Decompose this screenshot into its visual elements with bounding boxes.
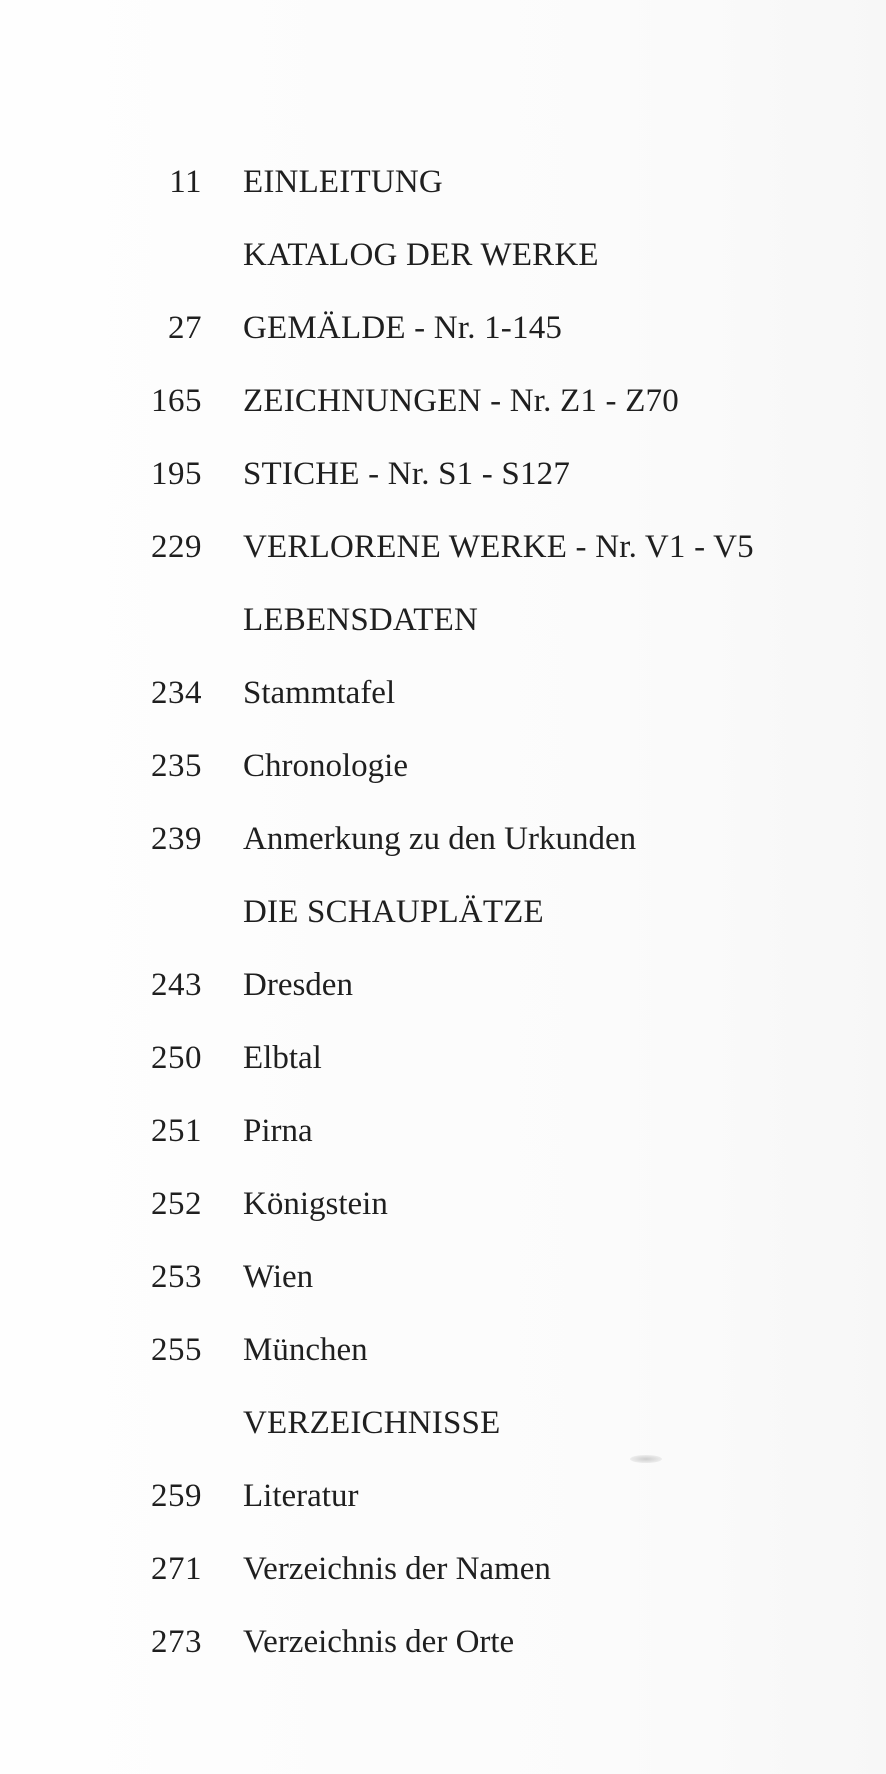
toc-page-number: 243 [151, 967, 202, 1003]
toc-entry [0, 156, 886, 208]
toc-page-number: 239 [151, 821, 202, 857]
toc-section-heading [0, 886, 886, 938]
toc-title: Chronologie [243, 748, 408, 784]
toc-title: VERZEICHNISSE [243, 1405, 501, 1441]
toc-title: Dresden [243, 967, 353, 1003]
toc-title: München [243, 1332, 368, 1368]
toc-entry [0, 521, 886, 573]
toc-entry [0, 1251, 886, 1303]
toc-entry [0, 667, 886, 719]
toc-entry [0, 448, 886, 500]
toc-page-number: 250 [151, 1040, 202, 1076]
toc-page-number: 229 [151, 529, 202, 565]
toc-entry [0, 1324, 886, 1376]
toc-page-number: 255 [151, 1332, 202, 1368]
toc-title: Elbtal [243, 1040, 322, 1076]
toc-page-number: 234 [151, 675, 202, 711]
toc-section-heading [0, 229, 886, 281]
toc-page-number: 253 [151, 1259, 202, 1295]
toc-page-number: 273 [151, 1624, 202, 1660]
toc-entry [0, 302, 886, 354]
toc-title: EINLEITUNG [243, 164, 443, 200]
toc-entry [0, 740, 886, 792]
toc-title: DIE SCHAUPLÄTZE [243, 894, 544, 930]
toc-title: LEBENSDATEN [243, 602, 479, 638]
toc-section-heading [0, 1397, 886, 1449]
toc-entry [0, 1543, 886, 1595]
toc-entry [0, 1105, 886, 1157]
toc-title: ZEICHNUNGEN - Nr. Z1 - Z70 [243, 383, 679, 419]
toc-page-number: 165 [151, 383, 202, 419]
toc-page-number: 27 [168, 310, 202, 346]
toc-entry [0, 959, 886, 1011]
toc-page-number: 11 [169, 164, 202, 200]
toc-entry [0, 1178, 886, 1230]
toc-section-heading [0, 594, 886, 646]
toc-title: Verzeichnis der Orte [243, 1624, 515, 1660]
toc-title: Wien [243, 1259, 314, 1295]
toc-page-number: 251 [151, 1113, 202, 1149]
toc-page-number: 271 [151, 1551, 202, 1587]
toc-title: Pirna [243, 1113, 313, 1149]
toc-page-number: 259 [151, 1478, 202, 1514]
toc-title: GEMÄLDE - Nr. 1-145 [243, 310, 563, 346]
toc-title: Literatur [243, 1478, 359, 1514]
toc-page-number: 235 [151, 748, 202, 784]
toc-title: Königstein [243, 1186, 388, 1222]
toc-title: STICHE - Nr. S1 - S127 [243, 456, 571, 492]
toc-entry [0, 1032, 886, 1084]
toc-page-number: 252 [151, 1186, 202, 1222]
toc-title: Verzeichnis der Namen [243, 1551, 551, 1587]
toc-title: VERLORENE WERKE - Nr. V1 - V5 [243, 529, 754, 565]
toc-title: Anmerkung zu den Urkunden [243, 821, 637, 857]
toc-title: KATALOG DER WERKE [243, 237, 599, 273]
toc-entry [0, 1616, 886, 1668]
toc-page-number: 195 [151, 456, 202, 492]
toc-entry [0, 375, 886, 427]
toc-entry [0, 813, 886, 865]
toc-entry [0, 1470, 886, 1522]
toc-title: Stammtafel [243, 675, 396, 711]
